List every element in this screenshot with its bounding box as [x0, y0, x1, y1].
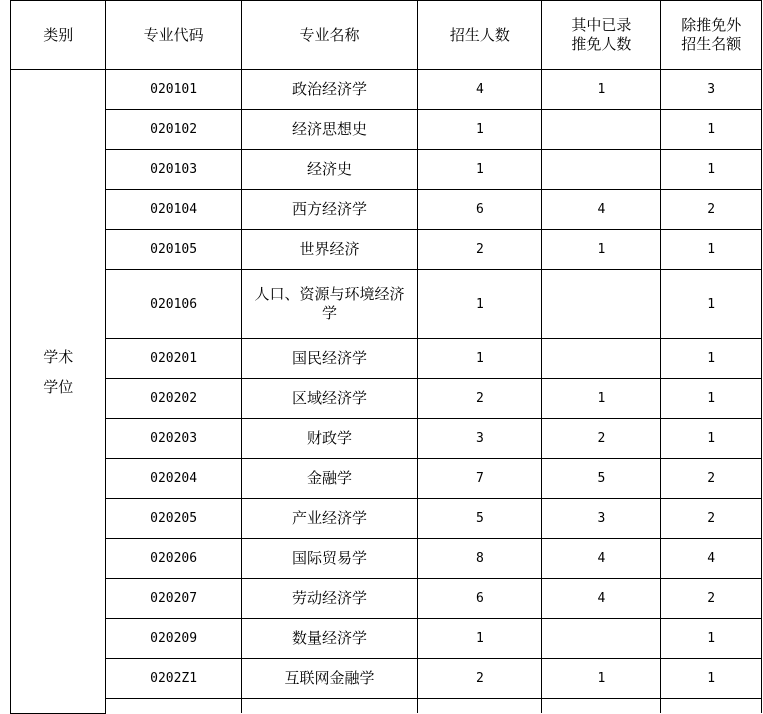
code-cell: 020201 [106, 339, 241, 379]
enrollment-cell: 2 [418, 379, 542, 419]
table-row [11, 379, 762, 419]
empty-cell [542, 699, 661, 714]
name-cell: 互联网金融学 [241, 659, 417, 699]
table-right-edge [761, 0, 762, 710]
remaining-cell: 1 [661, 659, 762, 699]
table-row [11, 230, 762, 270]
recommended-cell: 2 [542, 419, 661, 459]
table-row [11, 499, 762, 539]
code-cell: 020106 [106, 270, 241, 339]
remaining-cell: 3 [661, 70, 762, 110]
enrollment-cell: 8 [418, 539, 542, 579]
name-cell [241, 270, 417, 339]
code-cell: 020102 [106, 110, 241, 150]
code-cell: 020207 [106, 579, 241, 619]
code-cell: 020104 [106, 190, 241, 230]
remaining-cell: 1 [661, 339, 762, 379]
recommended-cell [542, 619, 661, 659]
name-cell: 国民经济学 [241, 339, 417, 379]
header-remaining-text: 除推免外招生名额 [681, 16, 742, 53]
category-label: 学术学位 [43, 348, 74, 397]
name-cell: 产业经济学 [241, 499, 417, 539]
header-recommended [542, 1, 661, 70]
table-row-partial [11, 699, 762, 714]
enrollment-cell: 1 [418, 270, 542, 339]
table-row [11, 619, 762, 659]
recommended-cell: 1 [542, 70, 661, 110]
remaining-cell: 1 [661, 150, 762, 190]
code-cell: 020205 [106, 499, 241, 539]
name-cell: 经济思想史 [241, 110, 417, 150]
table-row [11, 110, 762, 150]
empty-cell [241, 699, 417, 714]
table-row [11, 270, 762, 339]
recommended-cell: 1 [542, 659, 661, 699]
header-recommended-text: 其中已录推免人数 [571, 16, 632, 53]
remaining-cell: 2 [661, 190, 762, 230]
recommended-cell: 4 [542, 579, 661, 619]
remaining-cell: 1 [661, 419, 762, 459]
name-cell: 区域经济学 [241, 379, 417, 419]
code-cell: 020209 [106, 619, 241, 659]
table-row [11, 539, 762, 579]
remaining-cell: 1 [661, 230, 762, 270]
remaining-cell: 4 [661, 539, 762, 579]
enrollment-cell: 2 [418, 659, 542, 699]
header-enrollment: 招生人数 [418, 1, 542, 70]
empty-cell [661, 699, 762, 714]
recommended-cell [542, 270, 661, 339]
enrollment-table [10, 0, 762, 714]
enrollment-cell: 1 [418, 110, 542, 150]
table-row [11, 150, 762, 190]
empty-cell [106, 699, 241, 714]
remaining-cell: 1 [661, 619, 762, 659]
enrollment-cell: 4 [418, 70, 542, 110]
table-row [11, 190, 762, 230]
category-cell [11, 70, 106, 714]
name-cell: 数量经济学 [241, 619, 417, 659]
remaining-cell: 2 [661, 459, 762, 499]
header-code: 专业代码 [106, 1, 241, 70]
name-cell: 政治经济学 [241, 70, 417, 110]
code-cell: 020103 [106, 150, 241, 190]
table-row [11, 339, 762, 379]
code-cell: 020206 [106, 539, 241, 579]
enrollment-cell: 2 [418, 230, 542, 270]
recommended-cell: 1 [542, 379, 661, 419]
code-cell: 020105 [106, 230, 241, 270]
enrollment-cell: 1 [418, 339, 542, 379]
header-remaining [661, 1, 762, 70]
header-row [11, 1, 762, 70]
header-name: 专业名称 [241, 1, 417, 70]
recommended-cell: 4 [542, 539, 661, 579]
recommended-cell: 1 [542, 230, 661, 270]
enrollment-cell: 3 [418, 419, 542, 459]
name-cell: 西方经济学 [241, 190, 417, 230]
table-row [11, 659, 762, 699]
name-cell: 财政学 [241, 419, 417, 459]
recommended-cell [542, 110, 661, 150]
code-cell: 0202Z1 [106, 659, 241, 699]
recommended-cell: 5 [542, 459, 661, 499]
recommended-cell: 3 [542, 499, 661, 539]
recommended-cell [542, 339, 661, 379]
remaining-cell: 2 [661, 499, 762, 539]
enrollment-cell: 6 [418, 190, 542, 230]
code-cell: 020204 [106, 459, 241, 499]
remaining-cell: 2 [661, 579, 762, 619]
enrollment-cell: 6 [418, 579, 542, 619]
name-cell: 世界经济 [241, 230, 417, 270]
empty-cell [418, 699, 542, 714]
enrollment-cell: 1 [418, 150, 542, 190]
name-cell: 劳动经济学 [241, 579, 417, 619]
name-cell: 经济史 [241, 150, 417, 190]
table-row [11, 579, 762, 619]
name-cell: 金融学 [241, 459, 417, 499]
recommended-cell [542, 150, 661, 190]
remaining-cell: 1 [661, 110, 762, 150]
table-row [11, 419, 762, 459]
table-row [11, 459, 762, 499]
enrollment-cell: 1 [418, 619, 542, 659]
remaining-cell: 1 [661, 270, 762, 339]
enrollment-cell: 7 [418, 459, 542, 499]
name-text: 人口、资源与环境经济学 [254, 285, 405, 322]
recommended-cell: 4 [542, 190, 661, 230]
table-row [11, 70, 762, 110]
remaining-cell: 1 [661, 379, 762, 419]
name-cell: 国际贸易学 [241, 539, 417, 579]
code-cell: 020101 [106, 70, 241, 110]
header-category: 类别 [11, 1, 106, 70]
enrollment-cell: 5 [418, 499, 542, 539]
code-cell: 020203 [106, 419, 241, 459]
code-cell: 020202 [106, 379, 241, 419]
